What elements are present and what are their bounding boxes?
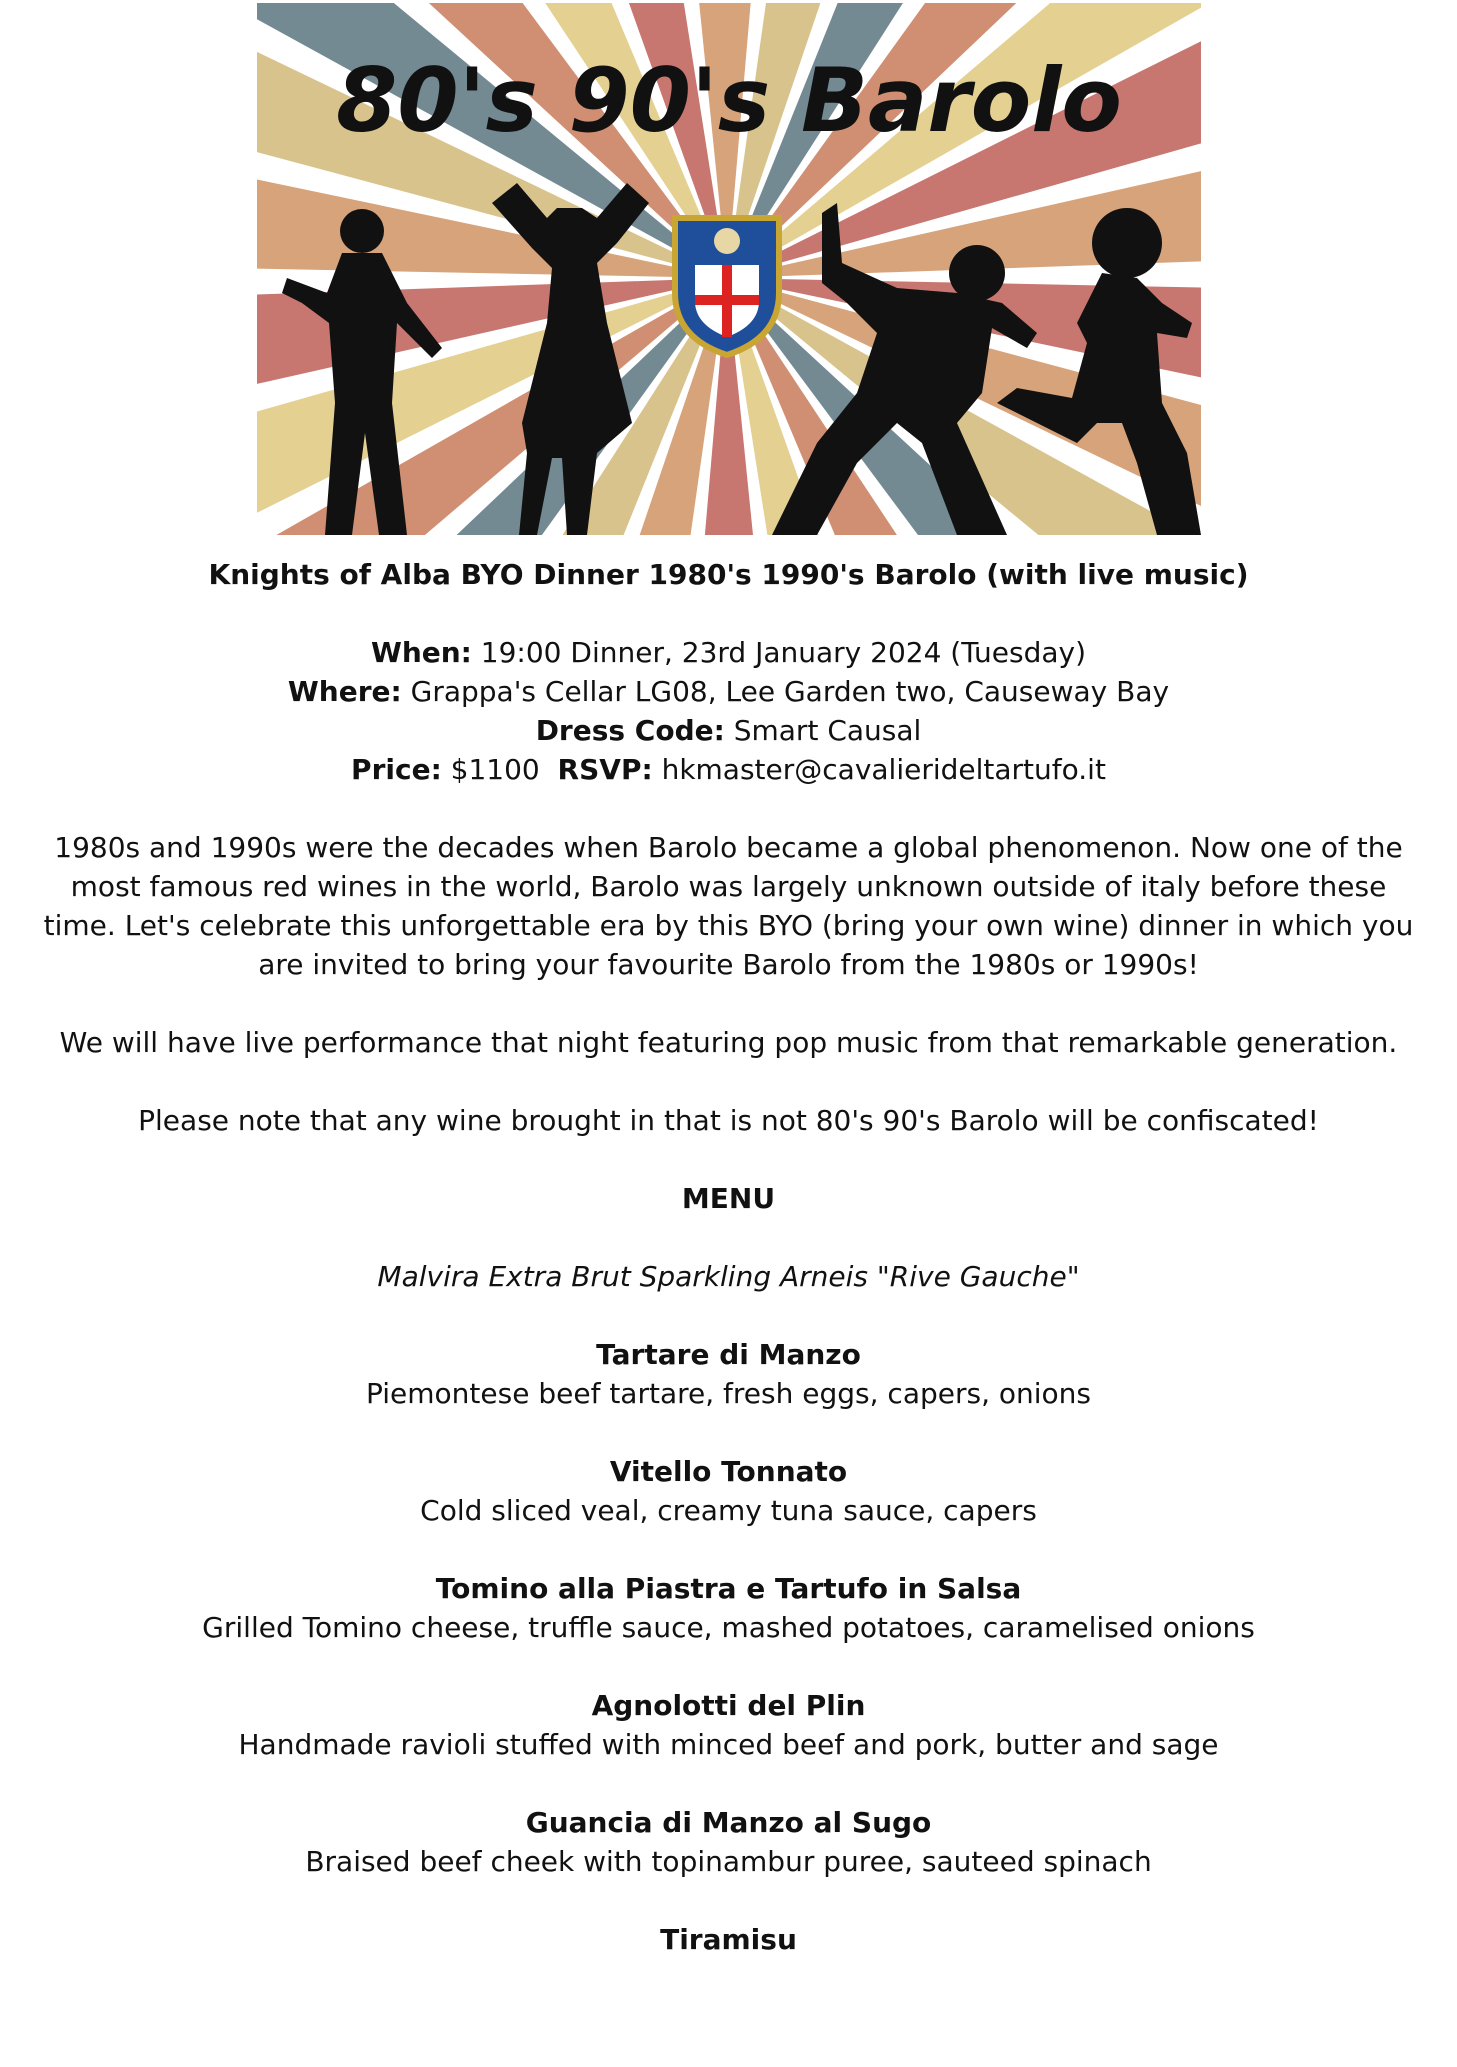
course-desc: Braised beef cheek with topinambur puree, sauteed spinach: [305, 1845, 1152, 1878]
event-banner: [257, 3, 1201, 535]
course-name: Tiramisu: [660, 1923, 797, 1956]
event-details: [0, 555, 1457, 1959]
event-heading: Knights of Alba BYO Dinner 1980's 1990's Barolo (with live music): [208, 558, 1249, 591]
menu-aperitif: Malvira Extra Brut Sparkling Arneis "Rive Gauche": [377, 1260, 1080, 1293]
crest-icon: [675, 218, 779, 355]
menu-title: MENU: [681, 1182, 776, 1215]
music-paragraph: We will have live performance that night featuring pop music from that remarkable generation.: [59, 1026, 1398, 1059]
course-name: Tomino alla Piastra e Tartufo in Salsa: [435, 1572, 1022, 1605]
price-label: Price:: [351, 753, 442, 786]
course-desc: Piemontese beef tartare, fresh eggs, capers, onions: [366, 1377, 1091, 1410]
course-desc: Grilled Tomino cheese, truffle sauce, mashed potatoes, caramelised onions: [202, 1611, 1255, 1644]
when-label: When:: [370, 636, 472, 669]
price-line: [0, 750, 1457, 789]
course-desc: Handmade ravioli stuffed with minced beef and pork, butter and sage: [238, 1728, 1219, 1761]
menu-course: [0, 1803, 1457, 1881]
menu-course: [0, 1686, 1457, 1764]
dress-value: Smart Causal: [724, 714, 922, 747]
menu-course: [0, 1452, 1457, 1530]
menu-course: [0, 1920, 1457, 1959]
rsvp-email[interactable]: hkmaster@cavalierideltartufo.it: [652, 753, 1106, 786]
rsvp-label: RSVP:: [557, 753, 653, 786]
course-name: Guancia di Manzo al Sugo: [525, 1806, 932, 1839]
dress-label: Dress Code:: [535, 714, 725, 747]
course-desc: Cold sliced veal, creamy tuna sauce, capers: [420, 1494, 1037, 1527]
when-line: [0, 633, 1457, 672]
menu-course: [0, 1569, 1457, 1647]
banner-title: 80's 90's Barolo: [336, 49, 1122, 152]
course-name: Agnolotti del Plin: [591, 1689, 866, 1722]
course-name: Vitello Tonnato: [609, 1455, 848, 1488]
dress-line: [0, 711, 1457, 750]
when-value: 19:00 Dinner, 23rd January 2024 (Tuesday): [471, 636, 1087, 669]
menu-course: [0, 1335, 1457, 1413]
where-line: [0, 672, 1457, 711]
where-label: Where:: [287, 675, 402, 708]
course-name: Tartare di Manzo: [596, 1338, 861, 1371]
note-paragraph: Please note that any wine brought in that is not 80's 90's Barolo will be confiscated!: [138, 1104, 1319, 1137]
intro-paragraph: 1980s and 1990s were the decades when Barolo became a global phenomenon. Now one of the most famous red wines in the world, Barolo was largely unknown outside of italy before these time. Let's celebrate this unforgettable era by this BYO (bring your own wine) dinner in which you are invited to bring your favourite Barolo from the 1980s or 1990s!: [43, 831, 1414, 981]
banner-artwork: [257, 3, 1201, 535]
where-value: Grappa's Cellar LG08, Lee Garden two, Causeway Bay: [401, 675, 1170, 708]
price-value: $1100: [441, 753, 558, 786]
